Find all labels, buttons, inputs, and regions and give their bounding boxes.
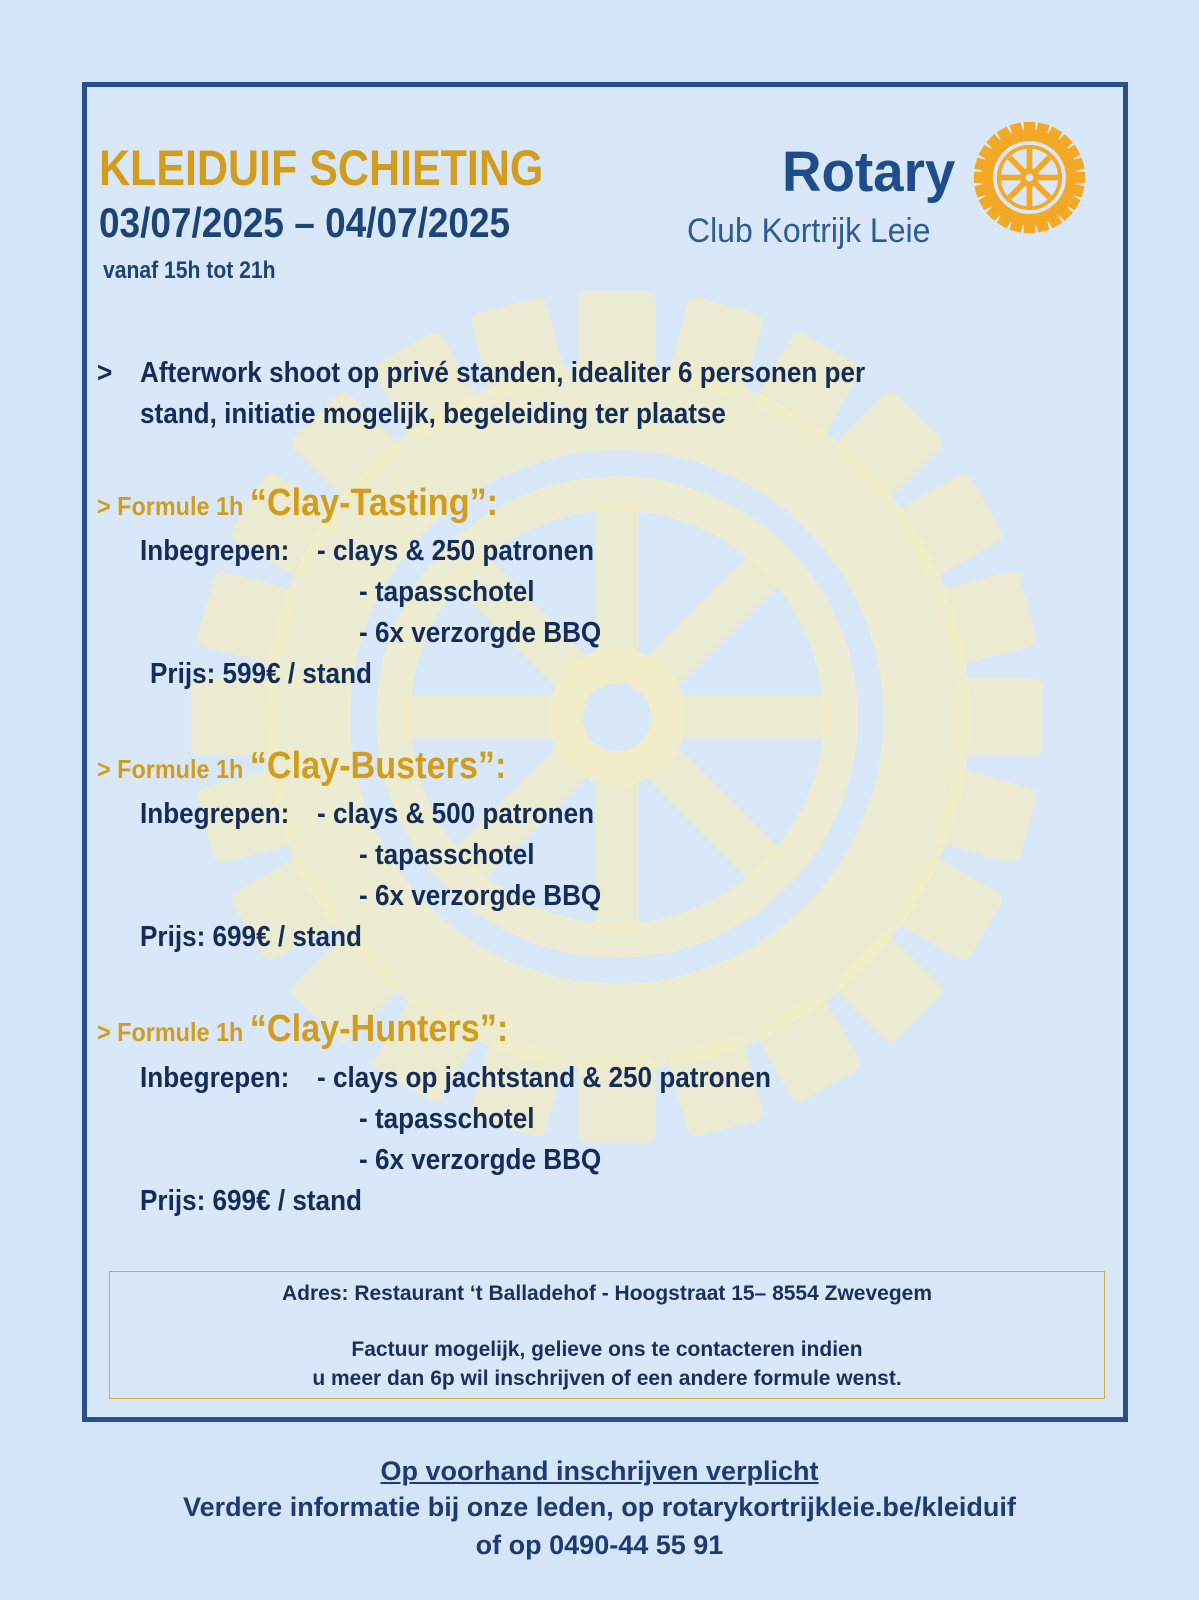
included-label: Inbegrepen:	[140, 1062, 290, 1094]
event-hours: vanaf 15h tot 21h	[103, 257, 276, 284]
formula-prefix: > Formule 1h	[97, 754, 250, 784]
formula-price: Prijs: 699€ / stand	[140, 1185, 362, 1217]
formula-prefix: > Formule 1h	[97, 491, 250, 521]
included-label: Inbegrepen:	[140, 798, 290, 830]
formula-name: “Clay-Hunters”:	[249, 1008, 509, 1050]
included-item: - tapasschotel	[359, 839, 535, 871]
rotary-wheel-icon	[972, 120, 1087, 235]
formula-price: Prijs: 699€ / stand	[140, 921, 362, 953]
event-dates: 03/07/2025 – 04/07/2025	[99, 199, 511, 246]
intro-line-1: Afterwork shoot op privé standen, idealiter 6 personen per	[140, 357, 866, 389]
rotary-logo-word: Rotary	[782, 140, 956, 204]
intro-marker: >	[97, 357, 113, 389]
included-item: - tapasschotel	[359, 1103, 535, 1135]
formula-heading	[97, 1008, 508, 1051]
intro-line-2: stand, initiatie mogelijk, begeleiding ter plaatse	[140, 398, 726, 430]
included-item: - clays op jachtstand & 250 patronen	[317, 1062, 771, 1094]
included-item: - tapasschotel	[359, 576, 535, 608]
formula-prefix: > Formule 1h	[97, 1017, 250, 1047]
poster-frame	[82, 82, 1128, 1422]
included-item: - 6x verzorgde BBQ	[359, 880, 602, 912]
address-line: Adres: Restaurant ‘t Balladehof - Hoogstraat 15– 8554 Zwevegem	[281, 1282, 933, 1305]
invoice-line-2: u meer dan 6p wil inschrijven of een andere formule wenst.	[312, 1367, 902, 1390]
included-item: - 6x verzorgde BBQ	[359, 1144, 602, 1176]
info-box	[109, 1271, 1105, 1399]
formula-price: Prijs: 599€ / stand	[150, 658, 372, 690]
rotary-club-name: Club Kortrijk Leie	[687, 212, 931, 250]
phone-line: of op 0490-44 55 91	[475, 1530, 724, 1560]
event-title: KLEIDUIF SCHIETING	[99, 140, 544, 196]
registration-required	[0, 1456, 1199, 1487]
included-item: - clays & 500 patronen	[317, 798, 595, 830]
formula-name: “Clay-Tasting”:	[249, 482, 499, 524]
included-item: - clays & 250 patronen	[317, 535, 595, 567]
formula-heading	[97, 745, 506, 788]
registration-required-text: Op voorhand inschrijven verplicht	[380, 1456, 819, 1486]
formula-heading	[97, 482, 498, 525]
more-info-line: Verdere informatie bij onze leden, op rotarykortrijkleie.be/kleiduif	[183, 1492, 1016, 1522]
invoice-line-1: Factuur mogelijk, gelieve ons te contacteren indien	[351, 1338, 863, 1361]
formula-name: “Clay-Busters”:	[249, 745, 507, 787]
included-label: Inbegrepen:	[140, 535, 290, 567]
included-item: - 6x verzorgde BBQ	[359, 617, 602, 649]
